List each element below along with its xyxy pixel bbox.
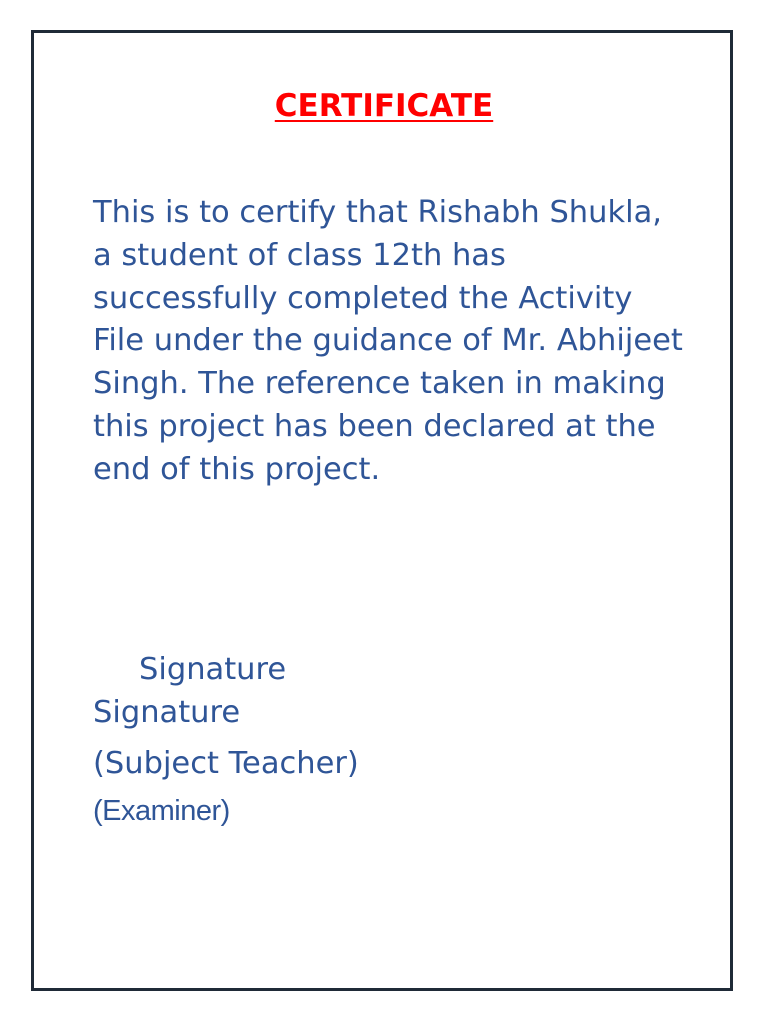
certificate-body: This is to certify that Rishabh Shukla, a student of class 12th has successfully completed the Activity File under the guidance of Mr. Abhijeet Singh. The reference taken in making this project has been declared at the end of this project. — [93, 195, 683, 487]
signature-label: Signature — [93, 695, 241, 730]
certificate-border — [31, 30, 733, 991]
certificate-title: CERTIFICATE — [274, 88, 494, 124]
signature-label-indented: Signature — [139, 652, 287, 687]
role-subject-teacher: (Subject Teacher) — [93, 746, 359, 781]
role-examiner: (Examiner) — [93, 795, 230, 827]
